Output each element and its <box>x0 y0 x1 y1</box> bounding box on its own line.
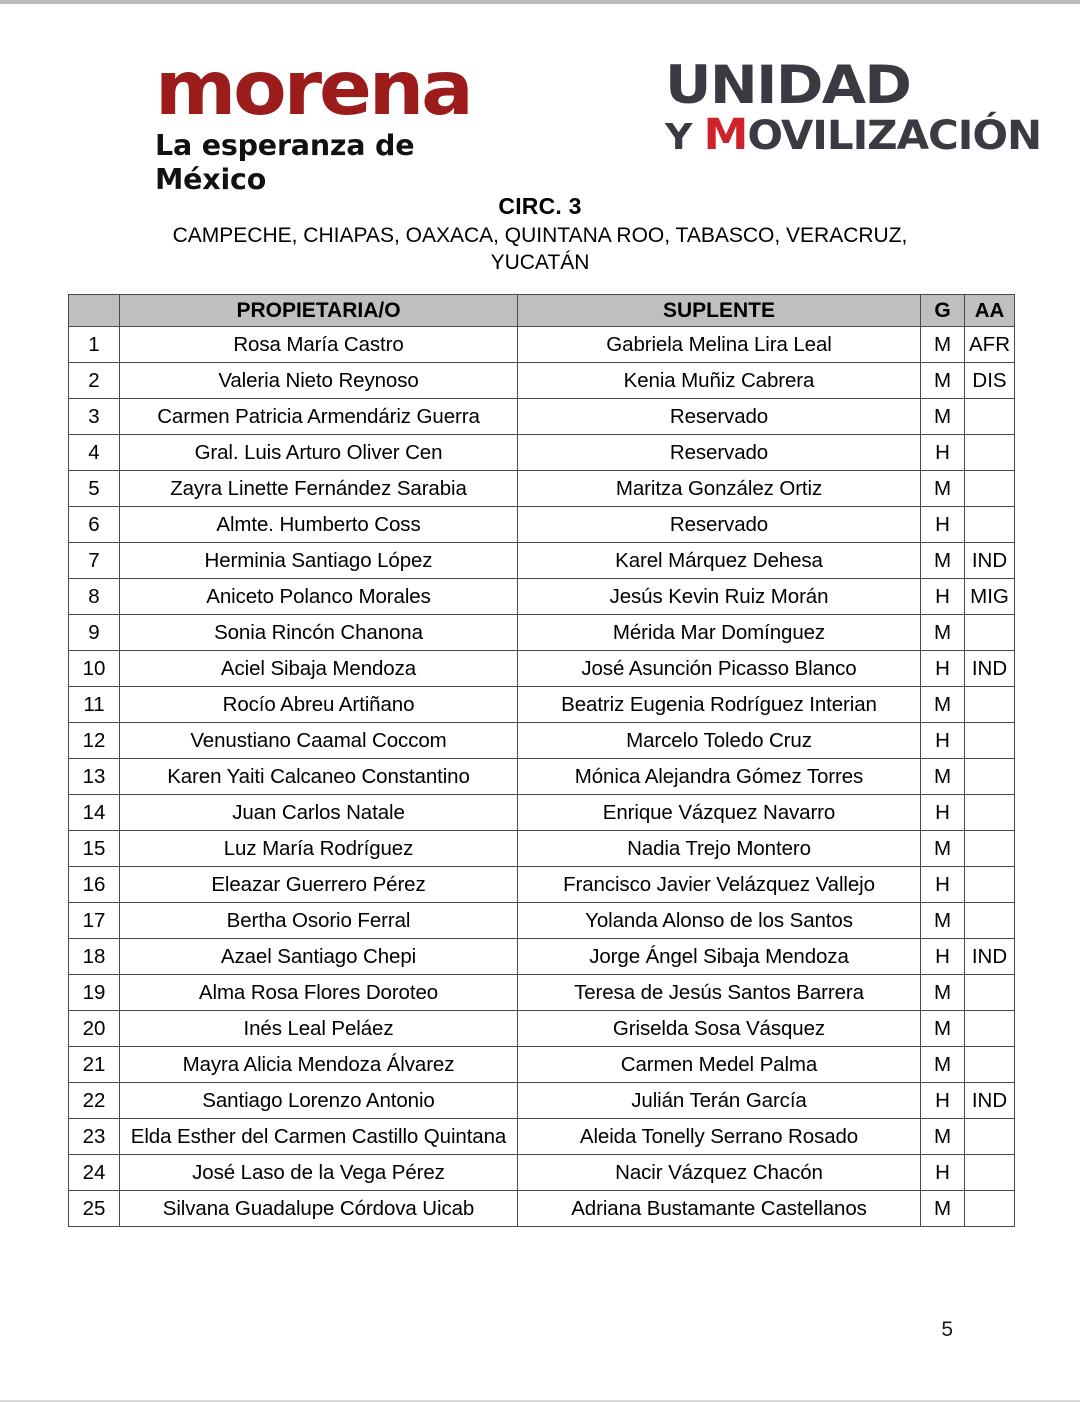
column-header-genero: G <box>921 295 965 327</box>
cell-propietario: Azael Santiago Chepi <box>120 939 518 975</box>
table-row <box>69 507 1015 543</box>
cell-number: 14 <box>69 795 120 831</box>
cell-suplente: Jorge Ángel Sibaja Mendoza <box>518 939 921 975</box>
cell-genero: H <box>921 507 965 543</box>
cell-number: 4 <box>69 435 120 471</box>
cell-suplente: Nadia Trejo Montero <box>518 831 921 867</box>
table-row <box>69 867 1015 903</box>
morena-wordmark: morena <box>155 44 471 132</box>
cell-number: 23 <box>69 1119 120 1155</box>
movilizacion-rest: OVILIZACIÓN <box>747 113 1042 159</box>
cell-suplente: Reservado <box>518 435 921 471</box>
cell-accion-afirmativa <box>965 687 1015 723</box>
cell-number: 22 <box>69 1083 120 1119</box>
cell-number: 6 <box>69 507 120 543</box>
cell-suplente: Maritza González Ortiz <box>518 471 921 507</box>
candidate-roster-table <box>68 294 1015 1227</box>
cell-suplente: Yolanda Alonso de los Santos <box>518 903 921 939</box>
table-row <box>69 399 1015 435</box>
roster-table-container <box>68 294 1014 1227</box>
cell-suplente: Reservado <box>518 507 921 543</box>
cell-accion-afirmativa <box>965 867 1015 903</box>
table-row <box>69 363 1015 399</box>
cell-genero: M <box>921 903 965 939</box>
cell-number: 25 <box>69 1191 120 1227</box>
cell-accion-afirmativa <box>965 1011 1015 1047</box>
cell-accion-afirmativa <box>965 831 1015 867</box>
cell-propietario: Rocío Abreu Artiñano <box>120 687 518 723</box>
cell-accion-afirmativa <box>965 1047 1015 1083</box>
cell-genero: M <box>921 543 965 579</box>
cell-propietario: Gral. Luis Arturo Oliver Cen <box>120 435 518 471</box>
cell-number: 5 <box>69 471 120 507</box>
cell-genero: H <box>921 1155 965 1191</box>
table-row <box>69 831 1015 867</box>
unidad-movilizacion-logo <box>665 55 1042 160</box>
cell-accion-afirmativa: MIG <box>965 579 1015 615</box>
cell-accion-afirmativa: IND <box>965 939 1015 975</box>
cell-propietario: Venustiano Caamal Coccom <box>120 723 518 759</box>
table-row <box>69 1047 1015 1083</box>
cell-genero: M <box>921 1191 965 1227</box>
movilizacion-line <box>665 110 1042 160</box>
table-row <box>69 975 1015 1011</box>
cell-number: 12 <box>69 723 120 759</box>
cell-accion-afirmativa <box>965 399 1015 435</box>
cell-number: 16 <box>69 867 120 903</box>
cell-propietario: Almte. Humberto Coss <box>120 507 518 543</box>
cell-suplente: Adriana Bustamante Castellanos <box>518 1191 921 1227</box>
cell-propietario: Juan Carlos Natale <box>120 795 518 831</box>
table-row <box>69 579 1015 615</box>
table-body <box>69 327 1015 1227</box>
cell-suplente: Francisco Javier Velázquez Vallejo <box>518 867 921 903</box>
cell-number: 17 <box>69 903 120 939</box>
bottom-edge-strip <box>0 1400 1080 1402</box>
cell-accion-afirmativa <box>965 507 1015 543</box>
cell-accion-afirmativa <box>965 975 1015 1011</box>
cell-accion-afirmativa <box>965 435 1015 471</box>
table-row <box>69 615 1015 651</box>
table-row <box>69 435 1015 471</box>
document-header <box>0 44 1080 196</box>
movilizacion-accent-letter: M <box>703 110 748 160</box>
table-row <box>69 939 1015 975</box>
cell-accion-afirmativa <box>965 1191 1015 1227</box>
table-row <box>69 1191 1015 1227</box>
cell-propietario: Rosa María Castro <box>120 327 518 363</box>
cell-propietario: Aciel Sibaja Mendoza <box>120 651 518 687</box>
page-title: CIRC. 3 <box>498 193 582 219</box>
unidad-line: UNIDAD <box>665 55 911 116</box>
cell-number: 1 <box>69 327 120 363</box>
cell-number: 2 <box>69 363 120 399</box>
cell-number: 11 <box>69 687 120 723</box>
cell-number: 10 <box>69 651 120 687</box>
cell-genero: M <box>921 1047 965 1083</box>
cell-propietario: Elda Esther del Carmen Castillo Quintana <box>120 1119 518 1155</box>
cell-propietario: Silvana Guadalupe Córdova Uicab <box>120 1191 518 1227</box>
cell-suplente: Karel Márquez Dehesa <box>518 543 921 579</box>
table-header-row <box>69 295 1015 327</box>
cell-accion-afirmativa <box>965 1155 1015 1191</box>
top-edge-strip <box>0 0 1080 4</box>
cell-number: 21 <box>69 1047 120 1083</box>
cell-genero: H <box>921 723 965 759</box>
cell-number: 9 <box>69 615 120 651</box>
cell-accion-afirmativa <box>965 795 1015 831</box>
cell-genero: M <box>921 975 965 1011</box>
cell-suplente: Kenia Muñiz Cabrera <box>518 363 921 399</box>
table-row <box>69 1155 1015 1191</box>
cell-propietario: Carmen Patricia Armendáriz Guerra <box>120 399 518 435</box>
cell-genero: H <box>921 795 965 831</box>
table-row <box>69 327 1015 363</box>
cell-propietario: Luz María Rodríguez <box>120 831 518 867</box>
cell-number: 13 <box>69 759 120 795</box>
cell-accion-afirmativa <box>965 471 1015 507</box>
cell-genero: M <box>921 399 965 435</box>
cell-propietario: Alma Rosa Flores Doroteo <box>120 975 518 1011</box>
cell-genero: H <box>921 867 965 903</box>
cell-accion-afirmativa: IND <box>965 651 1015 687</box>
morena-logo <box>155 44 505 197</box>
cell-propietario: Herminia Santiago López <box>120 543 518 579</box>
cell-suplente: Aleida Tonelly Serrano Rosado <box>518 1119 921 1155</box>
cell-number: 18 <box>69 939 120 975</box>
cell-propietario: Karen Yaiti Calcaneo Constantino <box>120 759 518 795</box>
morena-tagline: La esperanza de México <box>155 129 415 196</box>
cell-accion-afirmativa <box>965 615 1015 651</box>
cell-suplente: José Asunción Picasso Blanco <box>518 651 921 687</box>
cell-propietario: Inés Leal Peláez <box>120 1011 518 1047</box>
movilizacion-prefix: Y <box>665 117 704 158</box>
cell-accion-afirmativa: AFR <box>965 327 1015 363</box>
column-header-propietario: PROPIETARIA/O <box>120 295 518 327</box>
cell-accion-afirmativa <box>965 1119 1015 1155</box>
cell-propietario: Valeria Nieto Reynoso <box>120 363 518 399</box>
cell-genero: M <box>921 327 965 363</box>
table-row <box>69 471 1015 507</box>
cell-number: 8 <box>69 579 120 615</box>
cell-genero: M <box>921 759 965 795</box>
cell-propietario: Mayra Alicia Mendoza Álvarez <box>120 1047 518 1083</box>
cell-genero: H <box>921 579 965 615</box>
cell-number: 24 <box>69 1155 120 1191</box>
cell-number: 20 <box>69 1011 120 1047</box>
cell-genero: M <box>921 615 965 651</box>
cell-suplente: Gabriela Melina Lira Leal <box>518 327 921 363</box>
cell-genero: M <box>921 471 965 507</box>
cell-genero: M <box>921 363 965 399</box>
cell-suplente: Jesús Kevin Ruiz Morán <box>518 579 921 615</box>
page-number: 5 <box>941 1318 953 1341</box>
cell-genero: H <box>921 939 965 975</box>
table-row <box>69 651 1015 687</box>
cell-propietario: Zayra Linette Fernández Sarabia <box>120 471 518 507</box>
cell-genero: H <box>921 435 965 471</box>
cell-suplente: Enrique Vázquez Navarro <box>518 795 921 831</box>
cell-genero: H <box>921 1083 965 1119</box>
states-subtitle: CAMPECHE, CHIAPAS, OAXACA, QUINTANA ROO, TABASCO, VERACRUZ, YUCATÁN <box>172 224 908 274</box>
cell-suplente: Mónica Alejandra Gómez Torres <box>518 759 921 795</box>
table-row <box>69 687 1015 723</box>
cell-accion-afirmativa <box>965 903 1015 939</box>
cell-propietario: Bertha Osorio Ferral <box>120 903 518 939</box>
cell-accion-afirmativa: IND <box>965 1083 1015 1119</box>
cell-accion-afirmativa <box>965 723 1015 759</box>
cell-propietario: Santiago Lorenzo Antonio <box>120 1083 518 1119</box>
cell-accion-afirmativa <box>965 759 1015 795</box>
table-row <box>69 903 1015 939</box>
table-row <box>69 543 1015 579</box>
cell-number: 7 <box>69 543 120 579</box>
cell-genero: M <box>921 831 965 867</box>
cell-genero: M <box>921 1119 965 1155</box>
cell-number: 19 <box>69 975 120 1011</box>
table-row <box>69 723 1015 759</box>
cell-propietario: Eleazar Guerrero Pérez <box>120 867 518 903</box>
cell-accion-afirmativa: IND <box>965 543 1015 579</box>
cell-propietario: José Laso de la Vega Pérez <box>120 1155 518 1191</box>
cell-genero: M <box>921 1011 965 1047</box>
cell-accion-afirmativa: DIS <box>965 363 1015 399</box>
table-header <box>69 295 1015 327</box>
cell-genero: H <box>921 651 965 687</box>
column-header-suplente: SUPLENTE <box>518 295 921 327</box>
cell-suplente: Julián Terán García <box>518 1083 921 1119</box>
cell-propietario: Aniceto Polanco Morales <box>120 579 518 615</box>
column-header-accion-afirmativa: AA <box>965 295 1015 327</box>
cell-suplente: Mérida Mar Domínguez <box>518 615 921 651</box>
cell-propietario: Sonia Rincón Chanona <box>120 615 518 651</box>
cell-number: 3 <box>69 399 120 435</box>
cell-suplente: Carmen Medel Palma <box>518 1047 921 1083</box>
table-row <box>69 1119 1015 1155</box>
column-header-number <box>69 295 120 327</box>
table-row <box>69 1083 1015 1119</box>
table-row <box>69 759 1015 795</box>
cell-suplente: Nacir Vázquez Chacón <box>518 1155 921 1191</box>
cell-suplente: Reservado <box>518 399 921 435</box>
cell-suplente: Griselda Sosa Vásquez <box>518 1011 921 1047</box>
cell-number: 15 <box>69 831 120 867</box>
cell-genero: M <box>921 687 965 723</box>
table-row <box>69 795 1015 831</box>
title-block <box>0 192 1080 276</box>
cell-suplente: Beatriz Eugenia Rodríguez Interian <box>518 687 921 723</box>
cell-suplente: Teresa de Jesús Santos Barrera <box>518 975 921 1011</box>
cell-suplente: Marcelo Toledo Cruz <box>518 723 921 759</box>
table-row <box>69 1011 1015 1047</box>
